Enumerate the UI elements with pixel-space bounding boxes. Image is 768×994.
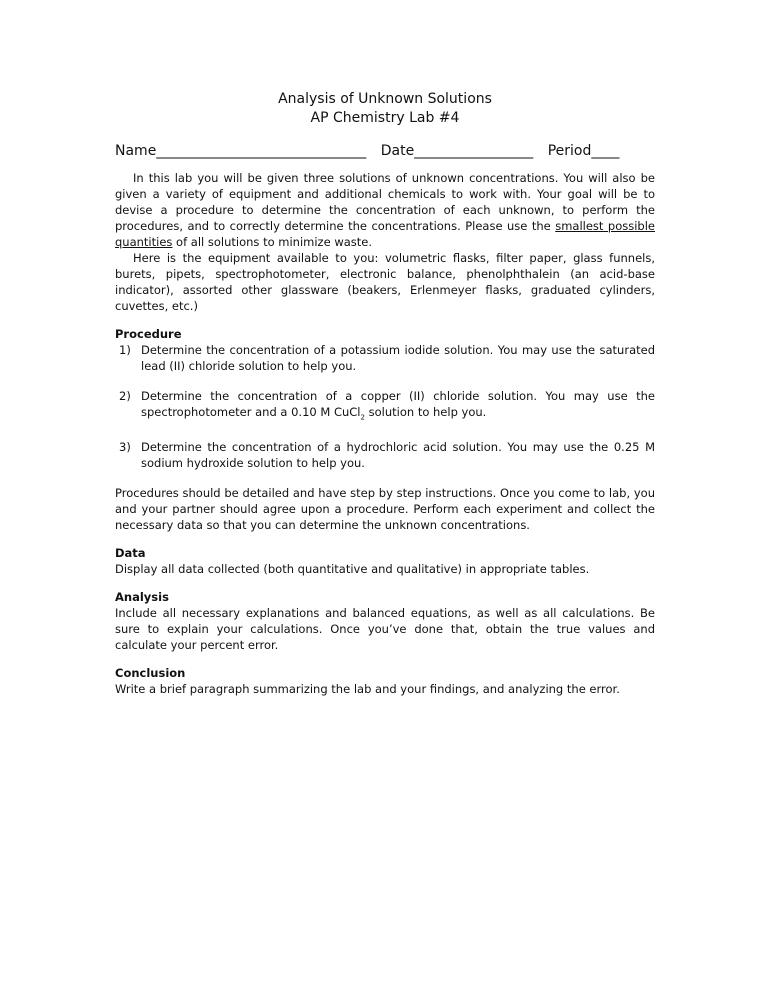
data-heading: Data [115, 546, 146, 561]
intro-paragraph [115, 170, 655, 250]
step-text-end: solution to help you. [364, 405, 487, 419]
procedure-section [115, 326, 655, 533]
step-text: Determine the concentration of a potassium iodide solution. You may use the saturated lead (II) chloride solution to help you. [141, 343, 655, 373]
step-text [141, 388, 655, 425]
subscript: 2 [360, 413, 365, 422]
document-title: Analysis of Unknown Solutions [278, 91, 492, 107]
step-number: 3) [119, 440, 131, 455]
intro-text-start: In this lab you will be given three solutions of unknown concentrations. You will also be given a variety of equipment and additional chemicals to work with. Your goal will be to devise a procedure to determine the concentration of each unknown, to perform the procedures, and to correctly determine the concentrations. Please use the [115, 171, 655, 233]
data-section [115, 545, 655, 577]
analysis-text: Include all necessary explanations and balanced equations, as well as all calculations. Be sure to explain your calculations. Once you’ve done that, obtain the true values and calculate your percent error. [115, 606, 655, 653]
intro-emphasis: smallest possible quantities [115, 219, 655, 249]
procedure-heading: Procedure [115, 327, 182, 341]
data-text: Display all data collected (both quantitative and qualitative) in appropriate tables. [115, 562, 590, 577]
conclusion-text: Write a brief paragraph summarizing the lab and your findings, and analyzing the error. [115, 682, 620, 697]
procedure-step [115, 439, 655, 471]
procedure-note: Procedures should be detailed and have step by step instructions. Once you come to lab, you and your partner should agree upon a procedure. Perform each experiment and collect the necessary data so that you can determine the unknown concentrations. [115, 486, 655, 533]
date-field: Date_________________ [380, 143, 534, 159]
intro-text-end: of all solutions to minimize waste. [172, 235, 373, 249]
name-field: Name______________________________ [115, 143, 367, 159]
student-info-line [115, 142, 655, 160]
document-subtitle: AP Chemistry Lab #4 [310, 110, 460, 126]
conclusion-section [115, 665, 655, 697]
analysis-section [115, 589, 655, 653]
step-text-start: Determine the concentration of a copper (II) chloride solution. You may use the spectrophotometer and a 0.10 M CuCl [141, 389, 655, 419]
procedure-list [115, 342, 655, 471]
period-field: Period____ [547, 143, 620, 159]
analysis-heading: Analysis [115, 590, 169, 605]
step-number: 2) [119, 389, 131, 403]
title-block [115, 90, 655, 128]
equipment-paragraph: Here is the equipment available to you: volumetric flasks, filter paper, glass funnels, burets, pipets, spectrophotometer, electronic balance, phenolphthalein (an acid-base indicator), assorted other glassware (beakers, Erlenmeyer flasks, graduated cylinders, cuvettes, etc.) [115, 251, 655, 313]
conclusion-heading: Conclusion [115, 666, 186, 681]
document-page [115, 90, 655, 697]
step-number: 1) [119, 343, 131, 357]
procedure-step [115, 388, 655, 425]
procedure-step [115, 342, 655, 374]
step-text: Determine the concentration of a hydrochloric acid solution. You may use the 0.25 M sodium hydroxide solution to help you. [141, 440, 655, 471]
